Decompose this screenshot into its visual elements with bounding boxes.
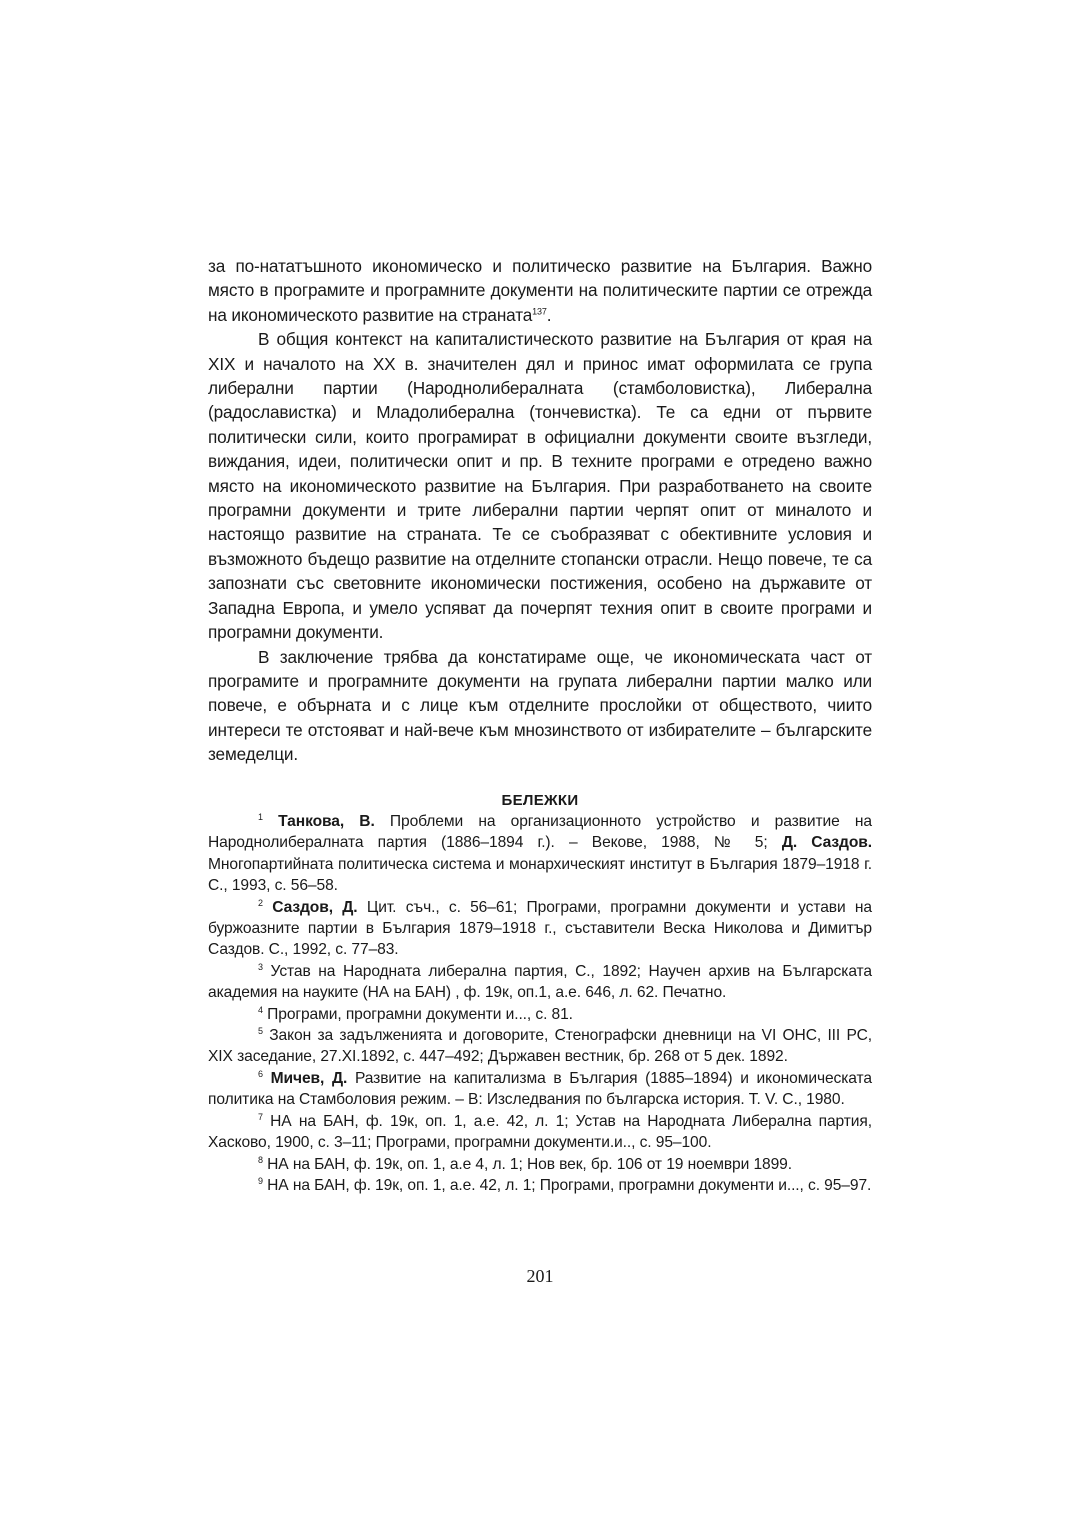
- footnote: [208, 811, 872, 897]
- page-number: 201: [526, 1266, 554, 1286]
- footnote-number: 5: [258, 1025, 263, 1036]
- footnote-text: НА на БАН, ф. 19к, оп. 1, а.е. 42, л. 1; Програми, програмни документи и..., с. 95–97.: [262, 1176, 872, 1194]
- footnote-text: НА на БАН, ф. 19к, оп. 1, а.е. 42, л. 1; Устав на Народната Либерална партия, Хасково, 1900, с. 3–11; Програми, програмни документи.и.., с. 95–100.: [208, 1112, 872, 1152]
- footnote: [208, 1025, 872, 1068]
- footnote-number: 2: [258, 897, 263, 908]
- footnote-author: Танкова, В.: [278, 813, 375, 830]
- paragraph-2: В общия контекст на капиталистическото развитие на България от края на XIX и началото на XX в. значителен дял и принос имат оформилата се група либерални партии (Народнолибералната (стамболовистка), Либерална (радославистка) и Младолиберална (тончевистка). Те са едни от първите политически сили, които програмират в официални документи своите възгледи, виждания, идеи, политически опит и пр. В техните програми е отредено важно място на икономическото развитие на България. При разработването на своите програмни документи и трите либерални партии черпят опит от миналото и настоящо развитие на страната. Те се съобразяват с обективните условия и възможното бъдещо развитие на отделните стопански отрасли. Нещо повече, те са запознати със световните икономически постижения, особено на държавите от Западна Европа, и умело успяват да почерпят техния опит в своите програми и програмни документи.: [208, 329, 872, 643]
- footnote-text: Проблеми на организационното устройство и развитие на Народнолибералната партия (1886–1894 г.). – Векове, 1988, № 5;: [208, 813, 873, 852]
- footnote: [208, 1004, 872, 1025]
- reference-137: 137: [532, 306, 547, 317]
- footnote-text: Устав на Народната либерална партия, С., 1892; Научен архив на Българската академия на науките (НА на БАН) , ф. 19к, оп.1, а.е. 646, л. 62. Печатно.: [208, 962, 872, 1002]
- footnote: [208, 961, 872, 1004]
- footnote: [208, 1175, 872, 1196]
- footnote-text: Закон за задълженията и договорите, Стенографски дневници на VI ОНС, III РС, XIX заседание, 27.XI.1892, с. 447–492; Държавен вестник, бр. 268 от 5 дек. 1892.: [208, 1027, 872, 1066]
- footnote-text: НА на БАН, ф. 19к, оп. 1, а.е 4, л. 1; Нов век, бр. 106 от 19 ноември 1899.: [262, 1155, 792, 1173]
- paragraph-1: [208, 254, 872, 327]
- footnote-author: Д. Саздов.: [781, 834, 872, 852]
- footnote-number: 6: [258, 1068, 263, 1079]
- footnote-text: Многопартийната политическа система и монархическият институт в България 1879–1918 г. С., 1993, с. 56–58.: [208, 855, 872, 895]
- paragraph-3: В заключение трябва да констатираме още, че икономическата част от програмите и програмните документи на групата либерални партии малко или повече, е обърната и с лице към отделните прослойки от обществото, чиито интереси те отстояват и най-вече към мнозинството от избирателите – българските земеделци.: [208, 646, 872, 765]
- notes-heading: БЕЛЕЖКИ: [501, 792, 579, 809]
- footnote-number: 4: [258, 1004, 263, 1015]
- footnote-author: Саздов, Д.: [272, 898, 358, 916]
- footnote-text: Цит. съч., с. 56–61; Програми, програмни документи и устави на буржоазните партии в България 1879–1918 г., съставители Веска Николова и Димитър Саздов. С., 1992, с. 77–83.: [208, 898, 873, 959]
- footnotes: [208, 811, 872, 1196]
- footnote-number: 7: [258, 1111, 263, 1122]
- body-text: [208, 254, 872, 767]
- footnote-number: 1: [258, 811, 263, 822]
- footnote-author: Мичев, Д.: [270, 1069, 348, 1087]
- footnote: [208, 897, 872, 961]
- footnote: [208, 1154, 872, 1175]
- footnote-number: 3: [258, 961, 263, 972]
- footnote-text: Развитие на капитализма в България (1885–1894) и икономическата политика на Стамболовия режим. – В: Изследвания по българска история. Т. V. С., 1980.: [208, 1069, 872, 1109]
- footnote: [208, 1068, 872, 1111]
- paragraph-1-end: .: [546, 304, 552, 325]
- footnote: [208, 1111, 872, 1154]
- paragraph-1-text: за по-нататъшното икономическо и политическо развитие на България. Важно място в програмите и програмните документи на политическите партии се отрежда на икономическото развитие на страната: [208, 256, 872, 325]
- footnote-text: Програми, програмни документи и..., с. 81.: [262, 1005, 573, 1023]
- footnote-number: 8: [258, 1154, 263, 1165]
- footnote-number: 9: [258, 1175, 263, 1186]
